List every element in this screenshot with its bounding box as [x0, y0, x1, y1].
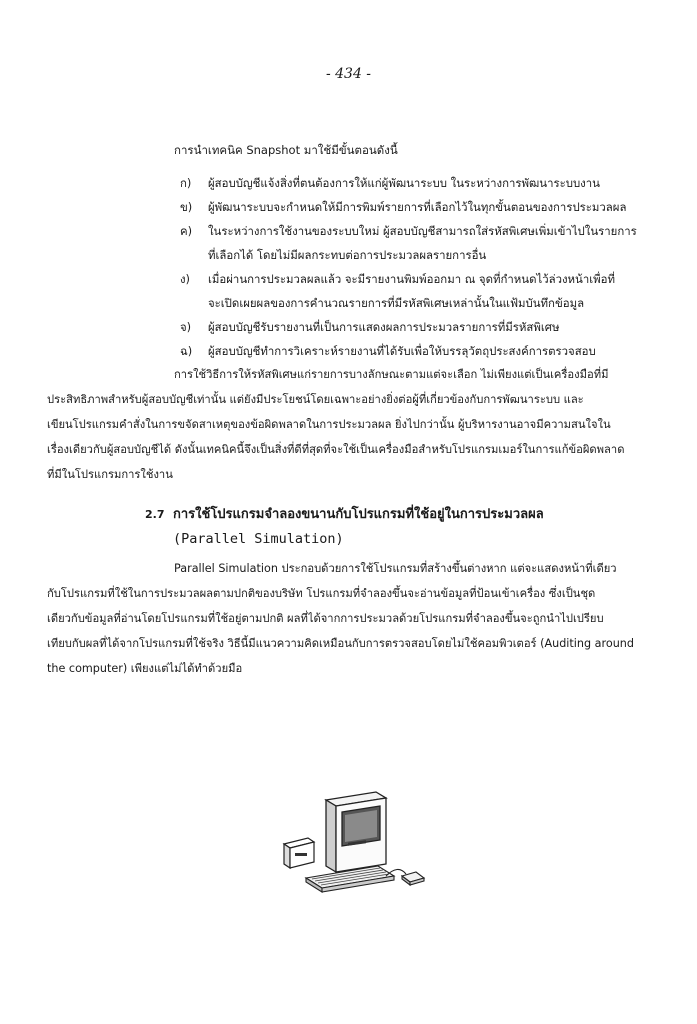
page-number: - 434 -: [325, 66, 372, 82]
list-item-text: ผู้พัฒนาระบบจะกำหนดให้มีการพิมพ์รายการที่เลือกไว้ในทุกขั้นตอนของการประมวลผล: [208, 200, 627, 214]
list-item-letter: จ): [180, 320, 192, 334]
paragraph-line: เขียนโปรแกรมคำสั่งในการขจัดสาเหตุของข้อผิดพลาดในการประมวลผล ยิ่งไปกว่านั้น ผู้บริหารงานอาจมีความสนใจใน: [47, 418, 611, 431]
list-item-letter: ก): [180, 176, 192, 190]
paragraph-line: การใช้วิธีการให้รหัสพิเศษแก่รายการบางลักษณะตามแต่จะเลือก ไม่เพียงแต่เป็นเครื่องมือที่มี: [174, 368, 609, 381]
list-item-text: เมื่อผ่านการประมวลผลแล้ว จะมีรายงานพิมพ์ออกมา ณ จุดที่กำหนดไว้ล่วงหน้าเพื่อที่: [208, 272, 615, 286]
list-item-text: ผู้สอบบัญชีแจ้งสิ่งที่ตนต้องการให้แก่ผู้พัฒนาระบบ ในระหว่างการพัฒนาระบบงาน: [208, 176, 600, 190]
list-item: [180, 315, 650, 339]
list-item-letter: ง): [180, 272, 191, 286]
list-item-text: ผู้สอบบัญชีทำการวิเคราะห์รายงานที่ได้รับเพื่อให้บรรลุวัตถุประสงค์การตรวจสอบ: [208, 344, 596, 358]
list-item-text: ที่เลือกได้ โดยไม่มีผลกระทบต่อการประมวลผลรายการอื่น: [208, 248, 487, 262]
snapshot-steps-list: [180, 171, 650, 363]
list-item-text: ผู้สอบบัญชีรับรายงานที่เป็นการแสดงผลการประมวลรายการที่มีรหัสพิเศษ: [208, 320, 560, 334]
list-item-text: ในระหว่างการใช้งานของระบบใหม่ ผู้สอบบัญชีสามารถใส่รหัสพิเศษเพิ่มเข้าไปในรายการ: [208, 224, 637, 238]
paragraph-line: ที่มีในโปรแกรมการใช้งาน: [47, 468, 173, 481]
snapshot-intro: การนำเทคนิค Snapshot มาใช้มีขั้นตอนดังนี้: [174, 143, 398, 157]
list-item-letter: ฉ): [180, 344, 193, 358]
list-item: [180, 339, 650, 363]
list-item: [180, 267, 650, 315]
section-title: การใช้โปรแกรมจำลองขนานกับโปรแกรมที่ใช้อยู่ในการประมวลผล: [173, 507, 544, 522]
paragraph-line: the computer) เพียงแต่ไม่ได้ทำด้วยมือ: [47, 662, 243, 675]
computer-illustration: [282, 790, 432, 902]
paragraph-line: เรื่องเดียวกับผู้สอบบัญชีได้ ดังนั้นเทคนิคนี้จึงเป็นสิ่งที่ดีที่สุดที่จะใช้เป็นเครื่องมือสำหรับโปรแกรมเมอร์ในการแก้ข้อผิดพลาด: [47, 443, 625, 456]
list-item: [180, 171, 650, 195]
parallel-simulation-paragraph: [47, 556, 651, 681]
paragraph-line: เดียวกับข้อมูลที่อ่านโดยโปรแกรมที่ใช้อยู่ตามปกติ ผลที่ได้จากการประมวลด้วยโปรแกรมที่จำลองขึ้นจะถูกนำไปเปรียบ: [47, 612, 604, 625]
disk-drive-icon: [284, 838, 314, 868]
paragraph-line: Parallel Simulation ประกอบด้วยการใช้โปรแกรมที่สร้างขึ้นต่างหาก แต่จะแสดงหน้าที่เดียว: [174, 562, 617, 575]
list-item-letter: ค): [180, 224, 193, 238]
list-item: [180, 219, 650, 267]
paragraph-line: เทียบกับผลที่ได้จากโปรแกรมที่ใช้จริง วิธีนี้มีแนวความคิดเหมือนกับการตรวจสอบโดยไม่ใช้คอมพิวเตอร์ (Auditing around: [47, 637, 634, 650]
list-item-text: จะเปิดเผยผลของการคำนวณรายการที่มีรหัสพิเศษเหล่านั้นในแฟ้มบันทึกข้อมูล: [208, 296, 585, 310]
section-heading: [145, 503, 544, 551]
paragraph-line: กับโปรแกรมที่ใช้ในการประมวลผลตามปกติของบริษัท โปรแกรมที่จำลองขึ้นจะอ่านข้อมูลที่ป้อนเข้าเครื่อง ซึ่งเป็นชุด: [47, 587, 596, 600]
list-item-letter: ข): [180, 200, 193, 214]
computer-monitor-icon: [326, 792, 386, 872]
list-item: [180, 195, 650, 219]
section-subtitle: (Parallel Simulation): [173, 531, 344, 547]
section-number: 2.7: [145, 508, 165, 521]
paragraph-line: ประสิทธิภาพสำหรับผู้สอบบัญชีเท่านั้น แต่ยังมีประโยชน์โดยเฉพาะอย่างยิ่งต่อผู้ที่เกี่ยวข้องกับการพัฒนาระบบ และ: [47, 393, 584, 406]
snapshot-paragraph: [47, 362, 651, 487]
